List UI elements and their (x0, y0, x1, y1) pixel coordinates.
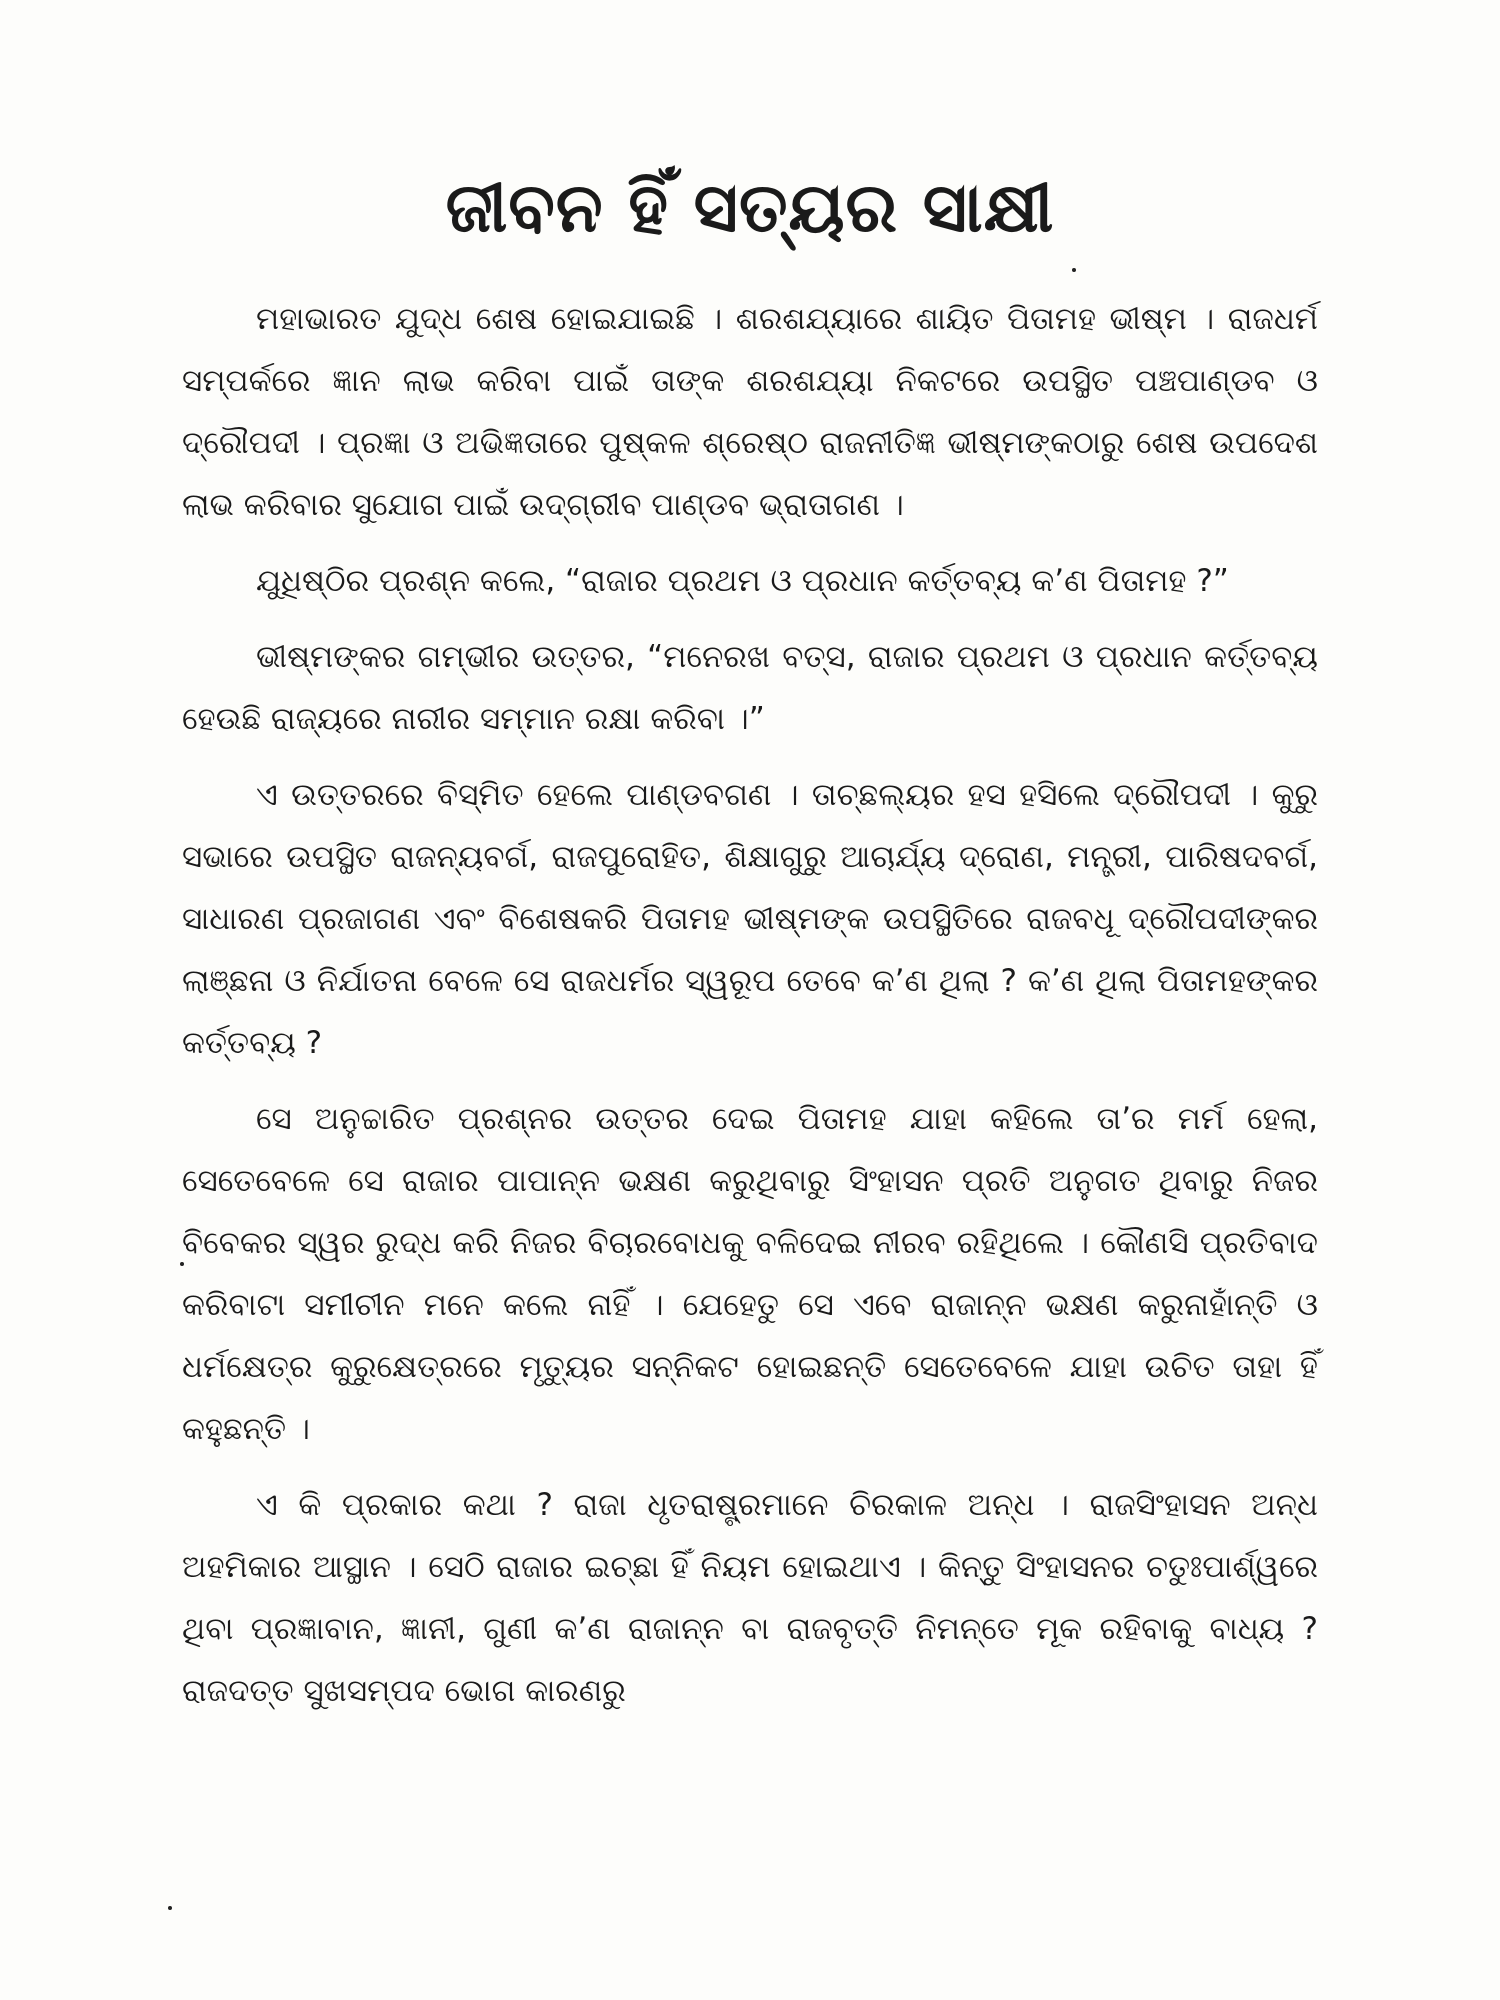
scan-speck (1072, 268, 1076, 272)
article-body (182, 288, 1318, 1736)
scan-speck (180, 1262, 184, 1266)
scan-speck (168, 1906, 172, 1910)
paragraph-6: ଏ କି ପ୍ରକାର କଥା ? ରାଜା ଧୃତରାଷ୍ଟ୍ରମାନେ ଚିରକାଳ ଅନ୍ଧ । ରାଜସିଂହାସନ ଅନ୍ଧ ଅହମିକାର ଆସ୍ଥାନ । ସେଠି ରାଜାର ଇଚ୍ଛା ହିଁ ନିୟମ ହୋଇଥାଏ । କିନ୍ତୁ ସିଂହାସନର ଚତୁଃପାର୍ଶ୍ୱରେ ଥିବା ପ୍ରଜ୍ଞାବାନ, ଜ୍ଞାନୀ, ଗୁଣୀ କ’ଣ ରାଜାନ୍ନ ବା ରାଜବୃତ୍ତି ନିମନ୍ତେ ମୂକ ରହିବାକୁ ବାଧ୍ୟ ? ରାଜଦତ୍ତ ସୁଖସମ୍ପଦ ଭୋଗ କାରଣରୁ (182, 1487, 1318, 1709)
paragraph-5: ସେ ଅନୁଚ୍ଚାରିତ ପ୍ରଶ୍ନର ଉତ୍ତର ଦେଇ ପିତାମହ ଯାହା କହିଲେ ତା’ର ମର୍ମ ହେଲା, ସେତେବେଳେ ସେ ରାଜାର ପାପାନ୍ନ ଭକ୍ଷଣ କରୁଥିବାରୁ ସିଂହାସନ ପ୍ରତି ଅନୁଗତ ଥିବାରୁ ନିଜର ବିବେକର ସ୍ୱର ରୁଦ୍ଧ କରି ନିଜର ବିଚାରବୋଧକୁ ବଳିଦେଇ ନୀରବ ରହିଥିଲେ । କୌଣସି ପ୍ରତିବାଦ କରିବାଟା ସମୀଚୀନ ମନେ କଲେ ନାହିଁ । ଯେହେତୁ ସେ ଏବେ ରାଜାନ୍ନ ଭକ୍ଷଣ କରୁନାହାଁନ୍ତି ଓ ଧର୍ମକ୍ଷେତ୍ର କୁରୁକ୍ଷେତ୍ରରେ ମୃତ୍ୟୁର ସନ୍ନିକଟ ହୋଇଛନ୍ତି ସେତେବେଳେ ଯାହା ଉଚିତ ତାହା ହିଁ କହୁଛନ୍ତି । (182, 1101, 1318, 1447)
paragraph-4: ଏ ଉତ୍ତରରେ ବିସ୍ମିତ ହେଲେ ପାଣ୍ଡବଗଣ । ତାଚ୍ଛଲ୍ୟର ହସ ହସିଲେ ଦ୍ରୌପଦୀ । କୁରୁ ସଭାରେ ଉପସ୍ଥିତ ରାଜନ୍ୟବର୍ଗ, ରାଜପୁରୋହିତ, ଶିକ୍ଷାଗୁରୁ ଆଚାର୍ଯ୍ୟ ଦ୍ରୋଣ, ମନ୍ତ୍ରୀ, ପାରିଷଦବର୍ଗ, ସାଧାରଣ ପ୍ରଜାଗଣ ଏବଂ ବିଶେଷକରି ପିତାମହ ଭୀଷ୍ମଙ୍କ ଉପସ୍ଥିତିରେ ରାଜବଧୂ ଦ୍ରୌପଦୀଙ୍କର ଲାଞ୍ଛନା ଓ ନିର୍ଯାତନା ବେଳେ ସେ ରାଜଧର୍ମର ସ୍ୱରୂପ ତେବେ କ’ଣ ଥିଲା ? କ’ଣ ଥିଲା ପିତାମହଙ୍କର କର୍ତ୍ତବ୍ୟ ? (182, 777, 1318, 1061)
page-title: ଜୀବନ ହିଁ ସତ୍ୟର ସାକ୍ଷୀ (445, 168, 1055, 248)
paragraph-2: ଯୁଧିଷ୍ଠିର ପ୍ରଶ୍ନ କଲେ, “ରାଜାର ପ୍ରଥମ ଓ ପ୍ରଧାନ କର୍ତ୍ତବ୍ୟ କ’ଣ ପିତାମହ ?” (256, 563, 1229, 599)
paragraph-3: ଭୀଷ୍ମଙ୍କର ଗମ୍ଭୀର ଉତ୍ତର, “ମନେରଖ ବତ୍ସ, ରାଜାର ପ୍ରଥମ ଓ ପ୍ରଧାନ କର୍ତ୍ତବ୍ୟ ହେଉଛି ରାଜ୍ୟରେ ନାରୀର ସମ୍ମାନ ରକ୍ଷା କରିବା ।” (182, 639, 1318, 737)
paragraph-1: ମହାଭାରତ ଯୁଦ୍ଧ ଶେଷ ହୋଇଯାଇଛି । ଶରଶଯ୍ୟାରେ ଶାୟିତ ପିତାମହ ଭୀଷ୍ମ । ରାଜଧର୍ମ ସମ୍ପର୍କରେ ଜ୍ଞାନ ଲାଭ କରିବା ପାଇଁ ତାଙ୍କ ଶରଶଯ୍ୟା ନିକଟରେ ଉପସ୍ଥିତ ପଞ୍ଚପାଣ୍ଡବ ଓ ଦ୍ରୌପଦୀ । ପ୍ରଜ୍ଞା ଓ ଅଭିଜ୍ଞତାରେ ପୁଷ୍କଳ ଶ୍ରେଷ୍ଠ ରାଜନୀତିଜ୍ଞ ଭୀଷ୍ମଙ୍କଠାରୁ ଶେଷ ଉପଦେଶ ଲାଭ କରିବାର ସୁଯୋଗ ପାଇଁ ଉଦ୍‌ଗ୍ରୀବ ପାଣ୍ଡବ ଭ୍ରାତାଗଣ । (182, 301, 1318, 523)
